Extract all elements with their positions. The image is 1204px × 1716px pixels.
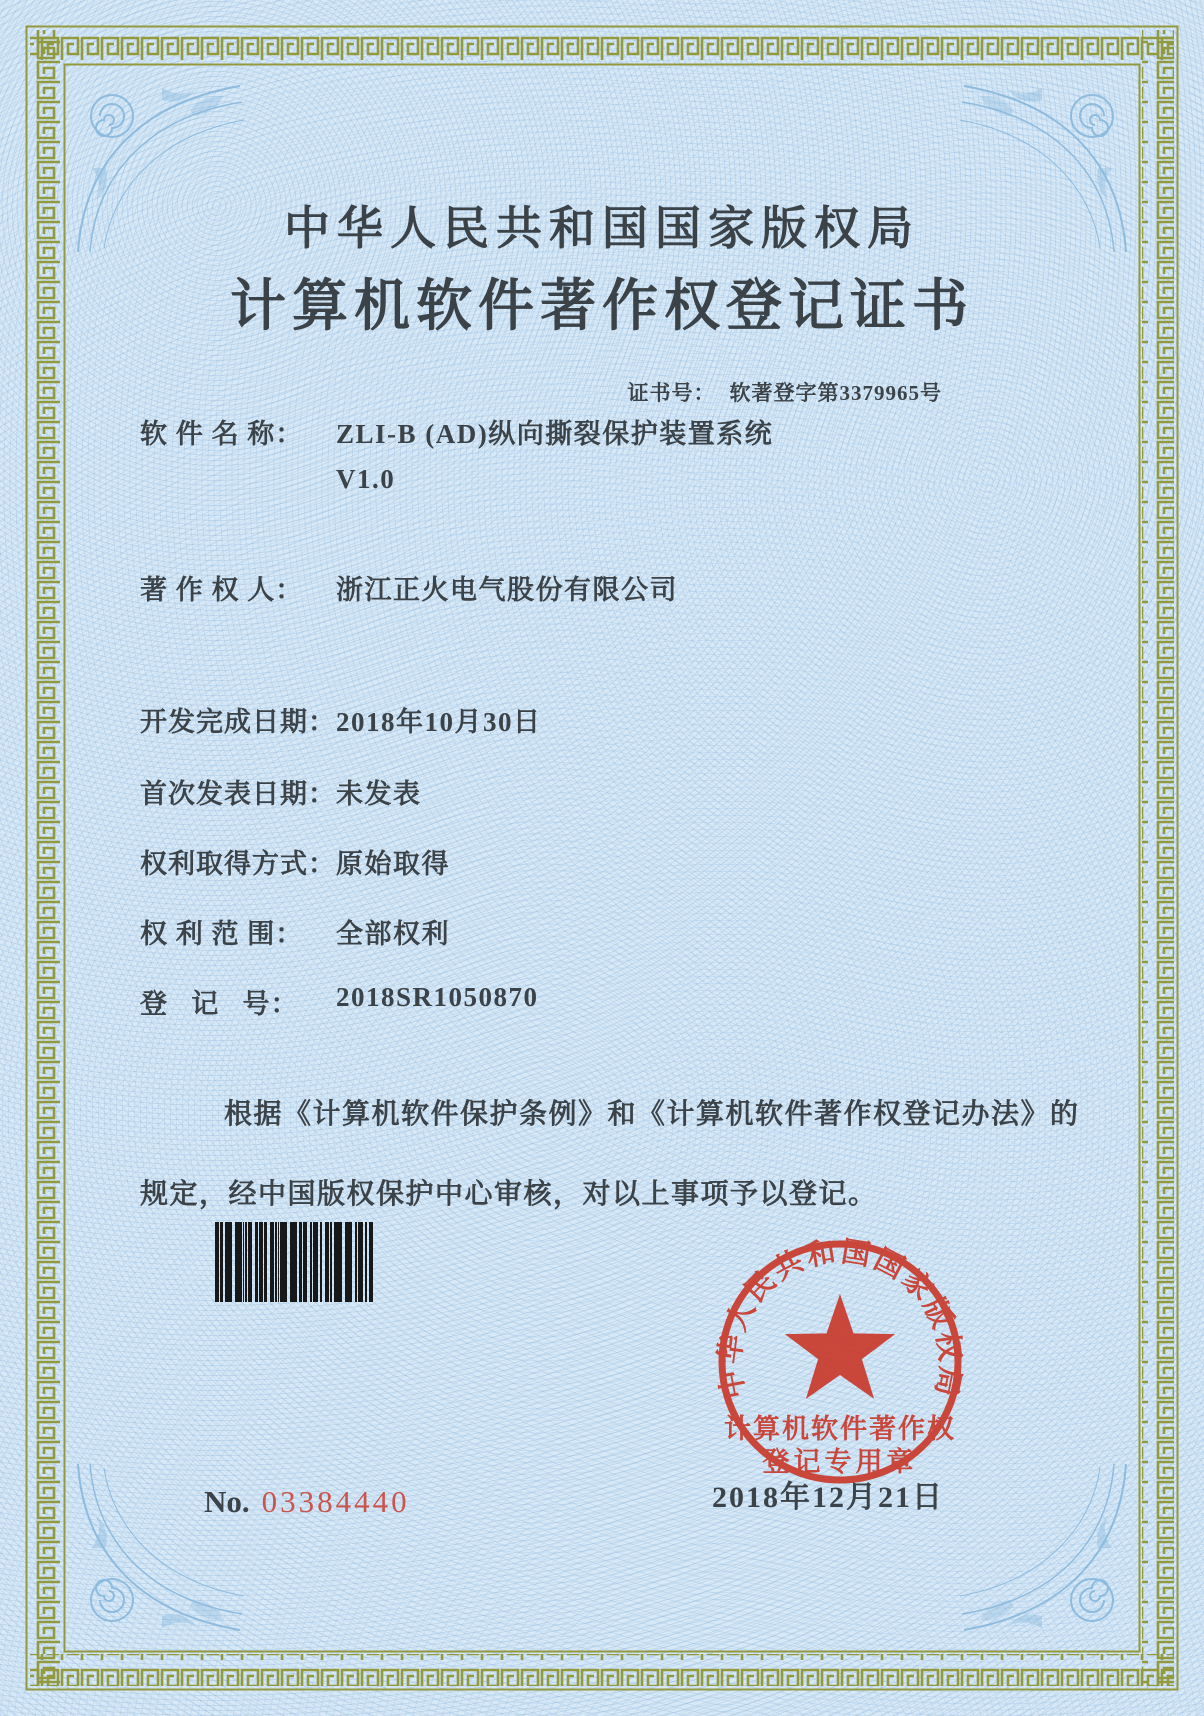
field-dev-complete-date — [140, 700, 542, 739]
software-version: V1.0 — [336, 464, 396, 494]
certificate-title: 计算机软件著作权登记证书 — [230, 276, 974, 338]
copyright-owner-label: 著 作 权 人： — [140, 575, 304, 605]
certificate-number-label: 证书号： — [627, 381, 716, 405]
copyright-owner-value: 浙江正火电气股份有限公司 — [336, 575, 678, 605]
right-scope-label: 权 利 范 围： — [140, 919, 304, 949]
right-scope-value: 全部权利 — [336, 919, 450, 949]
seal-text-line1: 计算机软件著作权 — [724, 1414, 956, 1444]
copyright-seal — [690, 1212, 990, 1512]
field-right-acquisition — [140, 842, 450, 881]
seal-star — [785, 1294, 895, 1399]
seal-text-line2: 登记专用章 — [762, 1447, 918, 1477]
serial-number-line — [204, 1484, 410, 1520]
serial-number: 03384440 — [261, 1484, 410, 1519]
statement-line-1: 根据《计算机软件保护条例》和《计算机软件著作权登记办法》的 — [224, 1099, 1080, 1130]
right-acquisition-label: 权利取得方式： — [140, 849, 336, 879]
first-publish-date-label: 首次发表日期： — [140, 779, 336, 809]
field-registration-no — [140, 982, 539, 1021]
registration-no-label: 登 记 号： — [140, 989, 299, 1019]
right-acquisition-value: 原始取得 — [336, 849, 450, 879]
registration-no-value: 2018SR1050870 — [336, 982, 539, 1012]
statement-line-2: 规定，经中国版权保护中心审核，对以上事项予以登记。 — [140, 1179, 878, 1210]
first-publish-date-value: 未发表 — [336, 779, 422, 809]
dev-complete-date-label: 开发完成日期： — [140, 707, 336, 737]
field-right-scope — [140, 912, 450, 951]
field-first-publish-date — [140, 772, 422, 811]
serial-prefix: No. — [204, 1484, 250, 1519]
software-name-value — [336, 412, 773, 495]
software-name-line1: ZLI-B (AD)纵向撕裂保护装置系统 — [336, 419, 774, 449]
software-name-label: 软 件 名 称： — [140, 419, 304, 449]
authority-title: 中华人民共和国国家版权局 — [284, 203, 920, 254]
seal-date: 2018年12月21日 — [712, 1481, 944, 1514]
field-software-name — [140, 412, 773, 495]
certificate-number-value: 软著登字第3379965号 — [729, 381, 942, 405]
field-copyright-owner — [140, 568, 678, 607]
dev-complete-date-value: 2018年10月30日 — [336, 707, 542, 737]
barcode — [215, 1222, 373, 1302]
seal-arc-text: 中华人民共和国国家版权局 — [713, 1235, 967, 1402]
